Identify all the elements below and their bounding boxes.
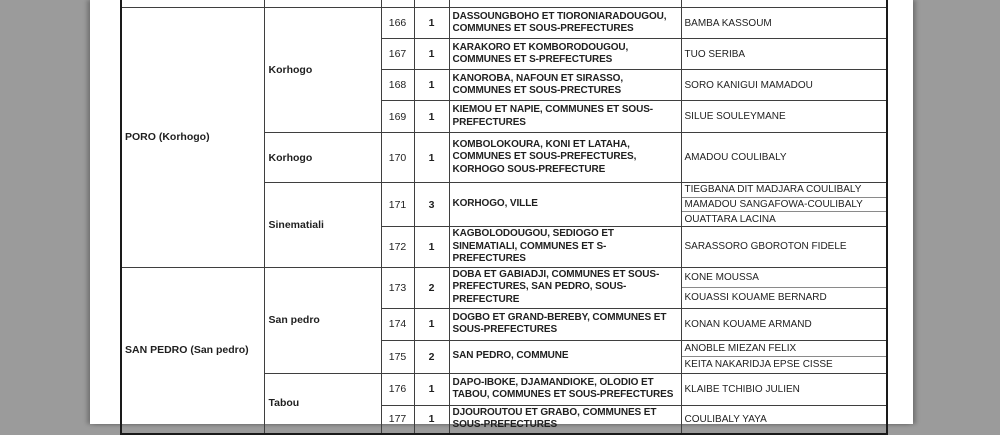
circonscription-cell: DAPO-IBOKE, DJAMANDIOKE, OLODIO ET TABOU, COMMUNES ET SOUS-PREFECTURES — [449, 373, 681, 405]
deputy-name-cell: KONAN KOUAME ARMAND — [681, 308, 887, 340]
deputy-name: ANOBLE MIEZAN FELIX — [684, 342, 797, 354]
deputy-name-cell — [681, 340, 887, 373]
deputy-name: KEITA NAKARIDJA EPSE CISSE — [682, 356, 887, 373]
circonscription-cell: KORHOGO, VILLE — [449, 183, 681, 227]
empty-cell — [121, 0, 264, 8]
seat-count-cell: 2 — [414, 340, 449, 373]
row-number-cell: 172 — [381, 227, 414, 268]
row-number-cell: 177 — [381, 405, 414, 434]
seat-count-cell: 1 — [414, 405, 449, 434]
deputy-name-cell: SORO KANIGUI MAMADOU — [681, 70, 887, 101]
department-cell: Sinematiali — [264, 183, 381, 268]
seat-count-cell: 1 — [414, 39, 449, 70]
deputy-name-cell: TUO SERIBA — [681, 39, 887, 70]
row-number-cell: 176 — [381, 373, 414, 405]
empty-cell — [681, 0, 887, 8]
table-row — [121, 8, 887, 39]
circonscription-cell: KOMBOLOKOURA, KONI ET LATAHA, COMMUNES ET SOUS-PREFECTURES, KORHOGO SOUS-PREFECTURE — [449, 133, 681, 183]
seat-count-cell: 1 — [414, 8, 449, 39]
row-number-cell: 170 — [381, 133, 414, 183]
department-cell: Tabou — [264, 373, 381, 434]
deputy-name: KONE MOUSSA — [684, 271, 759, 283]
department-cell: San pedro — [264, 267, 381, 373]
region-cell-poro: PORO (Korhogo) — [121, 8, 264, 268]
deputy-name-cell — [681, 183, 887, 227]
deputy-name: MAMADOU SANGAFOWA-COULIBALY — [682, 197, 887, 212]
seat-count-cell: 1 — [414, 101, 449, 133]
seat-count-cell: 3 — [414, 183, 449, 227]
circonscription-cell: KAGBOLODOUGOU, SEDIOGO ET SINEMATIALI, COMMUNES ET S-PREFECTURES — [449, 227, 681, 268]
row-number-cell: 171 — [381, 183, 414, 227]
circonscription-cell: DOGBO ET GRAND-BEREBY, COMMUNES ET SOUS-PREFECTURES — [449, 308, 681, 340]
circonscription-cell: DJOUROUTOU ET GRABO, COMMUNES ET SOUS-PREFECTURES — [449, 405, 681, 434]
table-row-partial — [121, 0, 887, 8]
deputy-name-stack — [682, 183, 887, 226]
circonscription-cell: DASSOUNGBOHO ET TIORONIARADOUGOU, COMMUNES ET SOUS-PREFECTURES — [449, 8, 681, 39]
deputy-name-cell: AMADOU COULIBALY — [681, 133, 887, 183]
row-number-cell: 173 — [381, 267, 414, 308]
seat-count-cell: 1 — [414, 227, 449, 268]
deputy-name-stack — [682, 268, 887, 308]
seat-count-cell: 1 — [414, 308, 449, 340]
department-cell: Korhogo — [264, 133, 381, 183]
circonscription-cell: KIEMOU ET NAPIE, COMMUNES ET SOUS-PREFECTURES — [449, 101, 681, 133]
empty-cell — [449, 0, 681, 8]
empty-cell — [414, 0, 449, 8]
circonscription-cell: KARAKORO ET KOMBORODOUGOU, COMMUNES ET S-PREFECTURES — [449, 39, 681, 70]
empty-cell — [381, 0, 414, 8]
row-number-cell: 175 — [381, 340, 414, 373]
deputy-name-cell: SARASSORO GBOROTON FIDELE — [681, 227, 887, 268]
region-cell-san-pedro: SAN PEDRO (San pedro) — [121, 267, 264, 434]
deputy-name-cell: KLAIBE TCHIBIO JULIEN — [681, 373, 887, 405]
deputy-name-cell — [681, 267, 887, 308]
circonscription-cell: DOBA ET GABIADJI, COMMUNES ET SOUS-PREFECTURES, SAN PEDRO, SOUS-PREFECTURE — [449, 267, 681, 308]
seat-count-cell: 1 — [414, 70, 449, 101]
deputy-name-stack — [682, 341, 887, 373]
circonscriptions-table — [120, 0, 888, 435]
row-number-cell: 167 — [381, 39, 414, 70]
deputy-name: KOUASSI KOUAME BERNARD — [682, 287, 887, 308]
deputy-name: TIEGBANA DIT MADJARA COULIBALY — [684, 184, 862, 196]
deputy-name-cell: BAMBA KASSOUM — [681, 8, 887, 39]
empty-cell — [264, 0, 381, 8]
circonscription-cell: SAN PEDRO, COMMUNE — [449, 340, 681, 373]
row-number-cell: 166 — [381, 8, 414, 39]
circonscription-cell: KANOROBA, NAFOUN ET SIRASSO, COMMUNES ET SOUS-PRECTURES — [449, 70, 681, 101]
deputy-name: OUATTARA LACINA — [682, 211, 887, 226]
row-number-cell: 169 — [381, 101, 414, 133]
seat-count-cell: 1 — [414, 373, 449, 405]
seat-count-cell: 1 — [414, 133, 449, 183]
deputy-name-cell: COULIBALY YAYA — [681, 405, 887, 434]
row-number-cell: 174 — [381, 308, 414, 340]
deputy-name-cell: SILUE SOULEYMANE — [681, 101, 887, 133]
department-cell: Korhogo — [264, 8, 381, 133]
table-row — [121, 267, 887, 308]
seat-count-cell: 2 — [414, 267, 449, 308]
row-number-cell: 168 — [381, 70, 414, 101]
